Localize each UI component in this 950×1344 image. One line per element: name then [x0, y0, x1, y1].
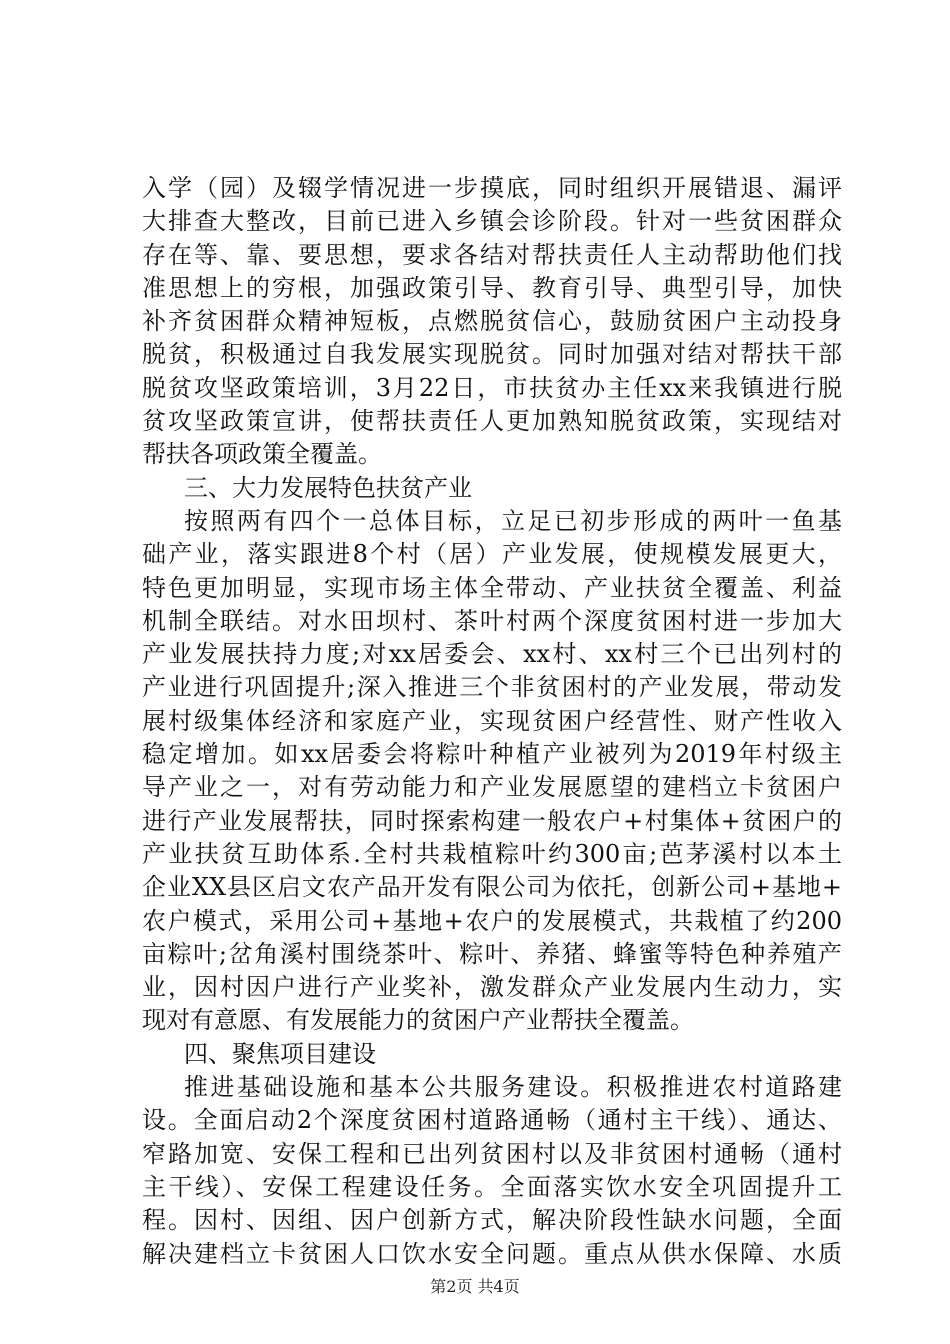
text-line: 产业发展扶持力度;对xx居委会、xx村、xx村三个已出列村的	[142, 640, 842, 669]
text-line: 解决建档立卡贫困人口饮水安全问题。重点从供水保障、水质	[142, 1239, 842, 1268]
text-line: 准思想上的穷根，加强政策引导、教育引导、典型引导，加快	[142, 273, 842, 302]
text-line: 入学（园）及辍学情况进一步摸底，同时组织开展错退、漏评	[142, 174, 842, 202]
text-line: 特色更加明显，实现市场主体全带动、产业扶贫全覆盖、利益	[142, 573, 842, 602]
text-line: 产业扶贫互助体系.全村共栽植粽叶约300亩;芭茅溪村以本土	[142, 839, 842, 868]
text-line: 补齐贫困群众精神短板，点燃脱贫信心，鼓励贫困户主动投身	[142, 307, 842, 336]
section-heading: 四、聚焦项目建设	[184, 1039, 376, 1068]
text-line: 窄路加宽、安保工程和已出列贫困村以及非贫困村通畅（通村	[142, 1139, 842, 1168]
text-line: 展村级集体经济和家庭产业，实现贫困户经营性、财产性收入	[142, 706, 842, 735]
text-line: 按照两有四个一总体目标，立足已初步形成的两叶一鱼基	[184, 506, 842, 535]
page-footer: 第2页 共4页	[430, 1277, 520, 1296]
text-line: 设。全面启动2个深度贫困村道路通畅（通村主干线）、通达、	[142, 1106, 842, 1135]
text-line: 业，因村因户进行产业奖补，激发群众产业发展内生动力，实	[142, 973, 842, 1002]
text-line: 帮扶各项政策全覆盖。	[142, 440, 382, 469]
text-line: 推进基础设施和基本公共服务建设。积极推进农村道路建	[184, 1073, 842, 1102]
text-line: 主干线）、安保工程建设任务。全面落实饮水安全巩固提升工	[142, 1172, 842, 1201]
text-line: 产业进行巩固提升;深入推进三个非贫困村的产业发展，带动发	[142, 673, 842, 702]
text-line: 现对有意愿、有发展能力的贫困户产业帮扶全覆盖。	[142, 1006, 694, 1035]
text-line: 础产业，落实跟进8个村（居）产业发展，使规模发展更大，	[142, 540, 842, 569]
text-line: 企业XX县区启文农产品开发有限公司为依托，创新公司+基地+	[142, 873, 842, 902]
section-heading: 三、大力发展特色扶贫产业	[184, 473, 472, 502]
text-line: 脱贫，积极通过自我发展实现脱贫。同时加强对结对帮扶干部	[142, 340, 842, 369]
text-line: 进行产业发展帮扶，同时探索构建一般农户+村集体+贫困户的	[142, 806, 842, 835]
text-line: 贫攻坚政策宣讲，使帮扶责任人更加熟知脱贫政策，实现结对	[142, 407, 842, 436]
body-text	[142, 172, 842, 1271]
text-line: 存在等、靠、要思想，要求各结对帮扶责任人主动帮助他们找	[142, 240, 842, 269]
text-line: 导产业之一，对有劳动能力和产业发展愿望的建档立卡贫困户	[142, 773, 842, 802]
text-line: 亩粽叶;岔角溪村围绕茶叶、粽叶、养猪、蜂蜜等特色种养殖产	[142, 939, 842, 968]
text-line: 稳定增加。如xx居委会将粽叶种植产业被列为2019年村级主	[142, 740, 842, 769]
text-line: 脱贫攻坚政策培训，3月22日，市扶贫办主任xx来我镇进行脱	[142, 373, 842, 402]
text-line: 大排查大整改，目前已进入乡镇会诊阶段。针对一些贫困群众	[142, 207, 842, 236]
text-line: 程。因村、因组、因户创新方式，解决阶段性缺水问题，全面	[142, 1206, 842, 1235]
text-line: 农户模式，采用公司+基地+农户的发展模式，共栽植了约200	[142, 906, 842, 935]
text-line: 机制全联结。对水田坝村、茶叶村两个深度贫困村进一步加大	[142, 606, 842, 635]
